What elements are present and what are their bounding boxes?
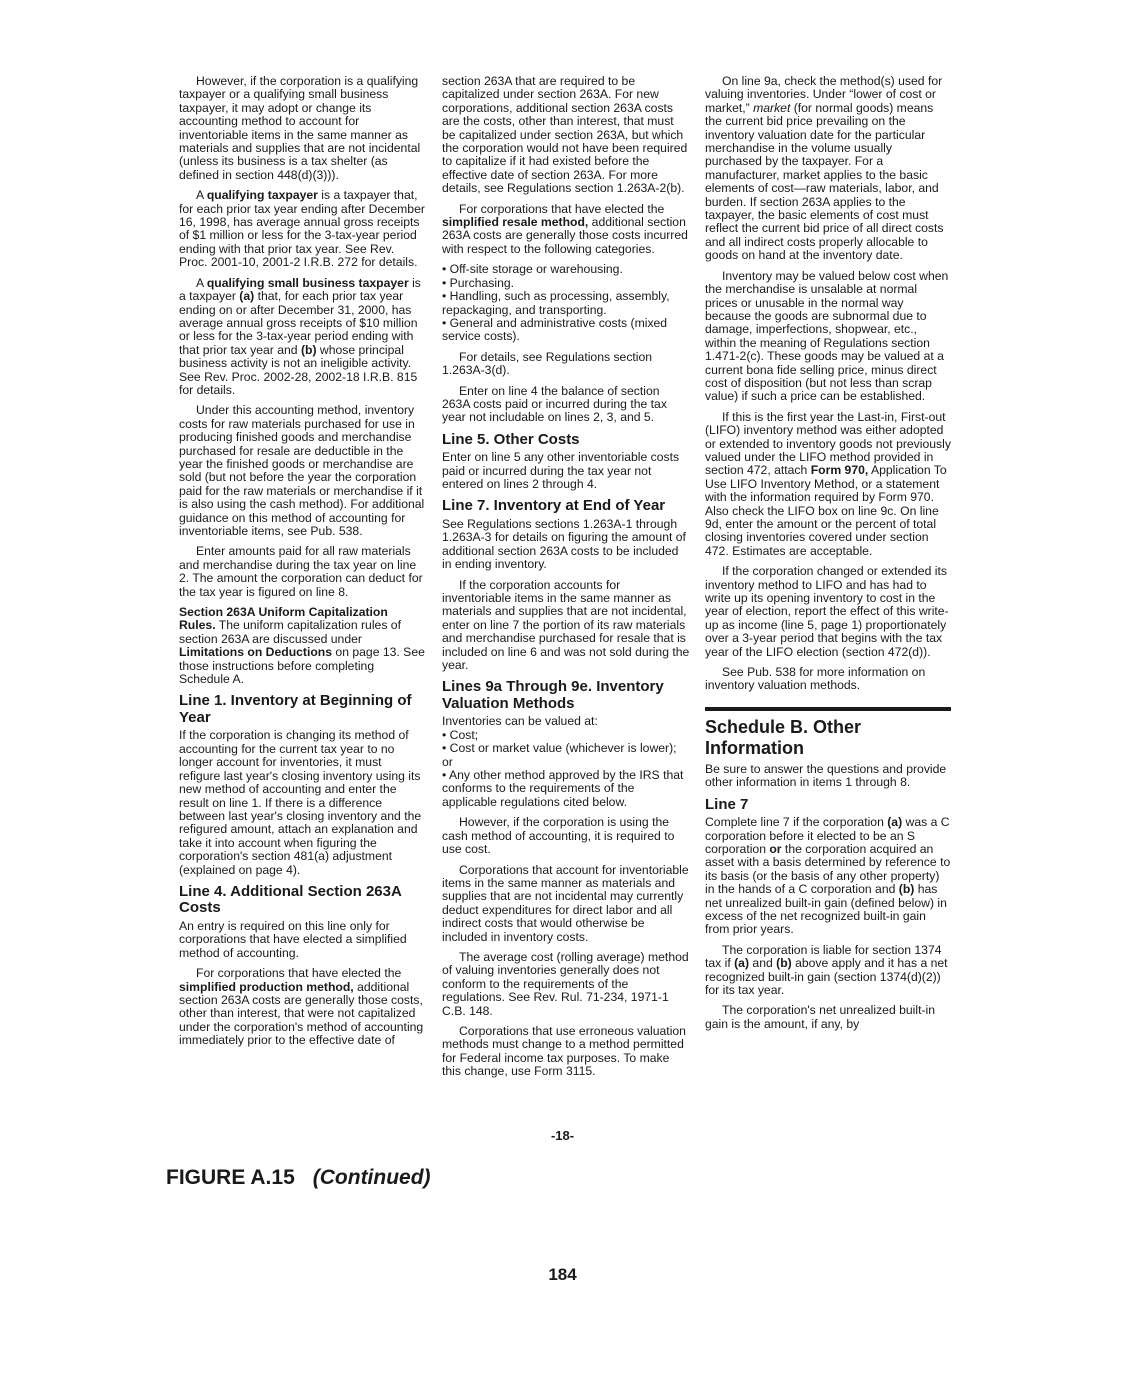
paragraph: Enter amounts paid for all raw materials and merchandise during the tax year on line 2. The amount the corporation can deduct for the tax year is figured on line 8.	[179, 544, 423, 599]
paragraph: If this is the first year the Last-in, First-out (LIFO) inventory method was either adopted or extended to inventory goods not previously valued under the LIFO method provided in section 472, attach Form 970, Application To Use LIFO Inventory Method, or a statement with the information required by Form 970. Also check the LIFO box on line 9c. On line 9d, enter the amount or the percent of total closing inventories covered under section 472. Estimates are acceptable.	[705, 409, 951, 558]
paragraph: Be sure to answer the questions and provide other information in items 1 through 8.	[705, 761, 947, 790]
section-heading: Line 7. Inventory at End of Year	[442, 497, 666, 515]
term: simplified production method,	[179, 979, 354, 994]
paragraph: If the corporation accounts for inventoriable items in the same manner as materials and supplies that are not incidental, enter on line 7 the portion of its raw materials and merchandise purchased for resale that is included on line 6 and was not sold during the year.	[442, 577, 690, 673]
paragraph: However, if the corporation is a qualifying taxpayer or a qualifying small business taxpayer, it may adopt or change its accounting method to account for inventoriable items in the same manner as materials and supplies that are not incidental (unless its business is a tax shelter (as defined in section 448(d)(3))).	[179, 74, 421, 182]
paragraph: For corporations that have elected the simplified resale method, additional section 263A costs are generally those costs incurred with respect to the following categories.	[442, 201, 688, 256]
paragraph: See Regulations sections 1.263A-1 through 1.263A-3 for details on figuring the amount of additional section 263A costs to be included in ending inventory.	[442, 516, 686, 572]
form-reference: Form 970,	[810, 463, 869, 478]
paragraph: The corporation is liable for section 1374 tax if (a) and (b) above apply and it has a net recognized built-in gain (section 1374(d)(2)) for its tax year.	[705, 942, 948, 998]
figure-label: FIGURE A.15	[166, 1166, 295, 1189]
paragraph: Enter on line 4 the balance of section 263A costs paid or incurred during the tax year not includable on lines 2, 3, and 5.	[442, 383, 667, 425]
paragraph: Corporations that account for inventoriable items in the same manner as materials and supplies that are not incidental may currently deduct expenditures for direct labor and all indirect costs that would otherwise be included in inventory costs.	[442, 862, 689, 944]
paragraph: Inventory may be valued below cost when the merchandise is unsalable at normal prices or unusable in the normal way because the goods are subnormal due to damage, imperfections, shopwear, etc., within the meaning of Regulations section 1.471-2(c). These goods may be valued at a current bona fide selling price, minus direct cost of disposition (but not less than scrap value) if such a price can be established.	[705, 268, 949, 404]
paragraph: Section 263A Uniform Capitalization Rules. The uniform capitalization rules of section 263A are discussed under Limitations on Deductions on page 13. See those instructions before completing Schedule A.	[179, 605, 425, 687]
column-middle	[442, 75, 690, 1086]
paragraph: Inventories can be valued at:	[442, 714, 598, 729]
schedule-heading: Schedule B. Other Information	[705, 716, 862, 758]
paragraph: An entry is required on this line only for corporations that have elected a simplified method of accounting.	[179, 918, 407, 960]
term: qualifying taxpayer	[206, 188, 318, 203]
section-heading: Line 5. Other Costs	[442, 430, 580, 448]
paragraph: Enter on line 5 any other inventoriable costs paid or incurred during the tax year not entered on lines 2 through 4.	[442, 450, 680, 492]
list-item: • Off-site storage or warehousing.	[442, 262, 623, 277]
paragraph: If the corporation changed or extended its inventory method to LIFO and has had to write up its opening inventory to cost in the year of election, report the effect of this write-up as income (line 5, page 1) proportionately over a 3-year period that begins with the tax year of the LIFO election (section 472(d)).	[705, 564, 949, 659]
paragraph: A qualifying small business taxpayer is a taxpayer (a) that, for each prior tax year ending on or after December 31, 2000, has average annual gross receipts of $10 million or less for the 3-tax-year period ending with that prior tax year and (b) whose principal business activity is not an ineligible activity. See Rev. Proc. 2002-28, 2002-18 I.R.B. 815 for details.	[179, 275, 421, 397]
bullet-list	[442, 263, 690, 343]
paragraph: On line 9a, check the method(s) used for valuing inventories. Under “lower of cost or market,” market (for normal goods) means the current bid price prevailing on the inventory valuation date for the particular merchandise in the volume usually purchased by the taxpayer. For a manufacturer, market applies to the basic elements of cost—raw materials, labor, and burden. If section 263A applies to the taxpayer, the basic elements of cost must reflect the current bid price of all direct costs and all indirect costs properly allocable to goods on hand at the inventory date.	[705, 74, 944, 263]
list-item: • Cost or market value (whichever is lower); or	[442, 741, 677, 769]
paragraph: The corporation's net unrealized built-in gain is the amount, if any, by	[705, 1003, 936, 1031]
section-heading: Lines 9a Through 9e. Inventory Valuation Methods	[442, 678, 664, 712]
paragraph: If the corporation is changing its method of accounting for the current tax year to no longer account for inventories, it must refigure last year's closing inventory using its new method of accounting and enter the result on line 1. If there is a difference between last year's closing inventory and the refigured amount, attach an explanation and take it into account when figuring the corporation's section 481(a) adjustment (explained on page 4).	[179, 728, 422, 877]
paragraph: Complete line 7 if the corporation (a) was a C corporation before it elected to be an S corporation or the corporation acquired an asset with a basis determined by reference to its basis (or the basis of any other property) in the hands of a C corporation and (b) has net unrealized built-in gain (defined below) in excess of the net recognized built-in gain from prior years.	[705, 815, 951, 937]
paragraph: For details, see Regulations section 1.263A-3(d).	[442, 349, 653, 378]
paragraph: A qualifying taxpayer is a taxpayer that, for each prior tax year ending after December 16, 1998, has average annual gross receipts of $1 million or less for the 3-tax-year period ending with that prior tax year. See Rev. Proc. 2001-10, 2001-2 I.R.B. 272 for details.	[179, 188, 425, 270]
list-item: • Any other method approved by the IRS that conforms to the requirements of the applicable regulations cited below.	[442, 768, 684, 809]
book-page-number: 184	[548, 1265, 577, 1284]
run-in-heading: Section 263A Uniform Capitalization Rules.	[179, 605, 388, 633]
paragraph: Under this accounting method, inventory costs for raw materials purchased for use in producing finished goods and merchandise purchased for resale are deductible in the year the finished goods or merchandise are sold (but not before the year the corporation paid for the raw materials or merchandise if it is also using the cash method). For additional guidance on this method of accounting for inventoriable items, see Pub. 538.	[179, 403, 425, 538]
paragraph: Corporations that use erroneous valuation methods must change to a method permitted for Federal income tax purposes. To make this change, use Form 3115.	[442, 1023, 686, 1079]
list-item: • General and administrative costs (mixed service costs).	[442, 315, 668, 344]
term: simplified resale method,	[442, 215, 589, 230]
list-item: • Cost;	[442, 727, 479, 742]
figure-suffix: (Continued)	[312, 1166, 431, 1189]
section-heading: Line 7	[705, 795, 749, 813]
list-item: • Handling, such as processing, assembly, repackaging, and transporting.	[442, 289, 670, 317]
page-number: -18-	[550, 1128, 575, 1143]
column-left	[179, 75, 425, 1055]
paragraph: However, if the corporation is using the cash method of accounting, it is required to use cost.	[442, 815, 675, 857]
bullet-list	[442, 729, 690, 809]
column-right	[705, 75, 951, 1038]
paragraph: The average cost (rolling average) method of valuing inventories generally does not conform to the requirements of the regulations. See Rev. Rul. 71-234, 1971-1 C.B. 148.	[442, 949, 689, 1018]
list-item: • Purchasing.	[442, 275, 515, 290]
figure-caption	[166, 1166, 431, 1190]
paragraph: For corporations that have elected the simplified production method, additional section 263A costs are generally those costs, other than interest, that were not capitalized under the corporation's method of accounting immediately prior to the effective date of	[179, 966, 424, 1048]
paragraph: section 263A that are required to be capitalized under section 263A. For new corporations, additional section 263A costs are the costs, other than interest, that must be capitalized under section 263A, but which the corporation would not have been required to capitalize if it had existed before the effective date of section 263A. For more details, see Regulations section 1.263A-2(b).	[442, 74, 688, 196]
section-heading: Line 1. Inventory at Beginning of Year	[179, 692, 412, 726]
term: qualifying small business taxpayer	[206, 275, 409, 290]
section-divider	[705, 707, 951, 711]
section-heading: Line 4. Additional Section 263A Costs	[179, 882, 402, 917]
paragraph: See Pub. 538 for more information on inventory valuation methods.	[705, 665, 926, 693]
